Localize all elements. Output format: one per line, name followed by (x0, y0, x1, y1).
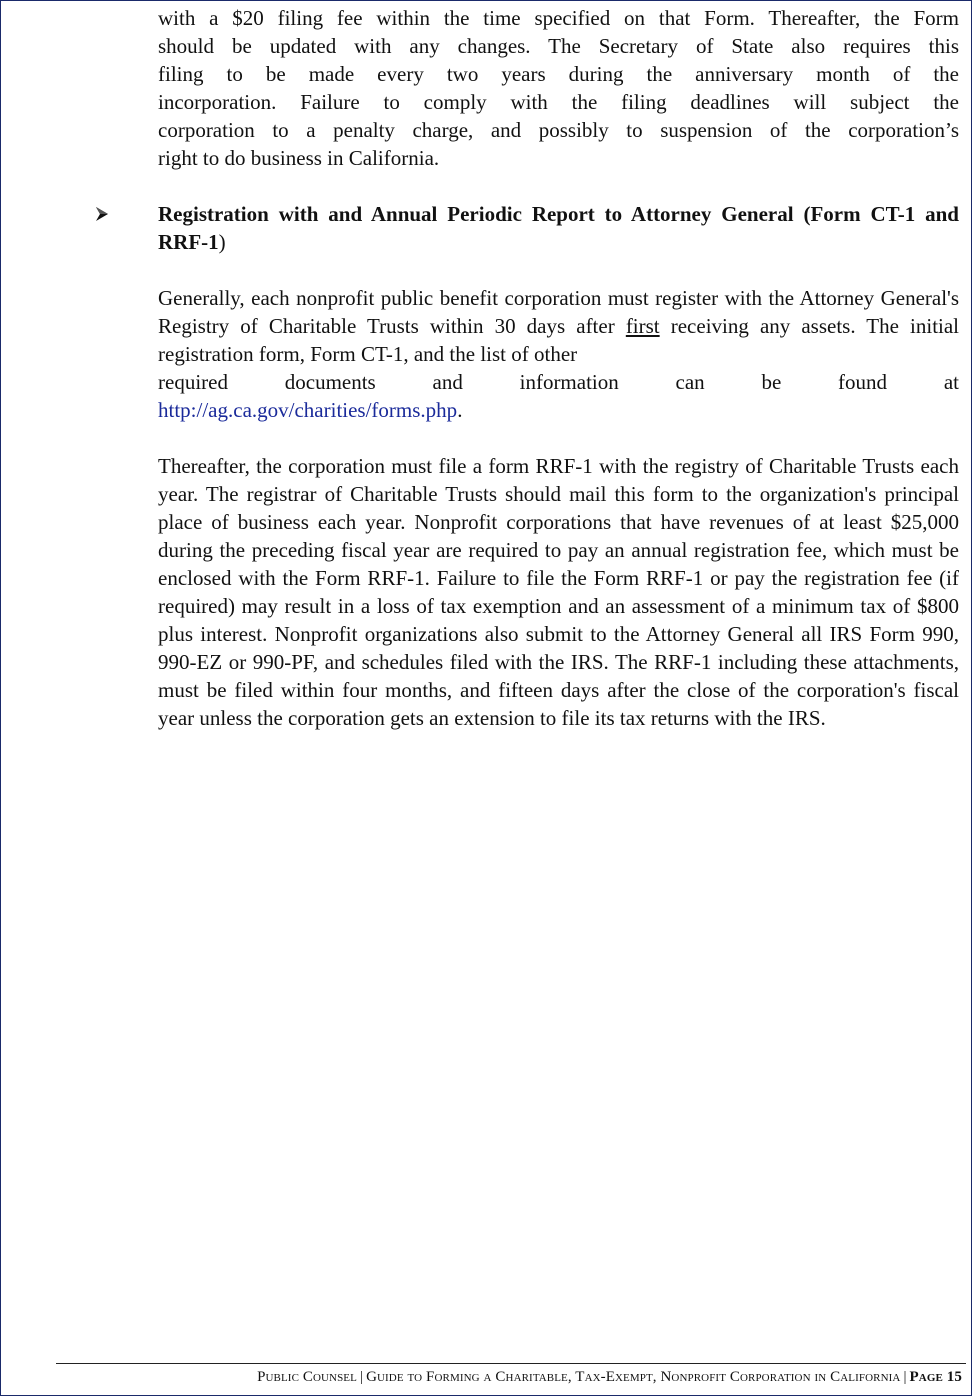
intro-line: corporation to a penalty charge, and possibly to suspension of the corporation’s (158, 118, 959, 142)
forms-link[interactable]: http://ag.ca.gov/charities/forms.php (158, 398, 458, 422)
intro-line: filing to be made every two years during the anniversary month of the (158, 62, 959, 86)
footer-separator: | (903, 1369, 907, 1385)
arrowhead-bullet-icon (94, 200, 112, 228)
section-heading-row (158, 200, 959, 256)
section-heading (158, 200, 959, 256)
intro-line: should be updated with any changes. The Secretary of State also requires this (158, 34, 959, 58)
spacer (158, 256, 959, 284)
footer-separator: | (359, 1369, 364, 1385)
footer-rule (56, 1363, 966, 1364)
spacer (158, 172, 959, 200)
document-body (158, 4, 959, 732)
intro-paragraph (158, 4, 959, 172)
intro-line: with a $20 filing fee within the time specified on that Form. Thereafter, the Form (158, 6, 959, 30)
registration-text-cont: receiving any assets. The initial registration form, Form CT-1, and the list of other (158, 314, 960, 366)
rrf1-paragraph: Thereafter, the corporation must file a form RRF-1 with the registry of Charitable Trusts each year. The registrar of Charitable Trusts should mail this form to the organization's principal place of business each year. Nonprofit corporations that have revenues of at least $25,000 during the preceding fiscal year are required to pay an annual registration fee, which must be enclosed with the Form RRF-1. Failure to file the Form RRF-1 or pay the registration fee (if required) may result in a loss of tax exemption and an assessment of a minimum tax of $800 plus interest. Nonprofit organizations also submit to the Attorney General all IRS Form 990, 990-EZ or 990-PF, and schedules filed with the IRS. The RRF-1 including these attachments, must be filed within four months, and fifteen days after the close of the corporation's fiscal year unless the corporation gets an extension to file its tax returns with the IRS. (158, 454, 959, 730)
footer-page-number: Page 15 (909, 1369, 962, 1385)
emphasis-first: first (625, 314, 660, 338)
registration-justified-line: required documents and information can be found at (158, 370, 959, 394)
forms-link-line (158, 396, 959, 424)
section-heading-text: Registration with and Annual Periodic Report to Attorney General (Form CT-1 and RRF-1 (158, 202, 959, 254)
registration-paragraph (158, 284, 959, 424)
spacer (158, 424, 959, 452)
intro-line: right to do business in California. (158, 146, 440, 170)
page-footer (257, 1366, 962, 1388)
intro-line: incorporation. Failure to comply with the filing deadlines will subject the (158, 90, 959, 114)
forms-link-suffix: . (457, 398, 463, 422)
registration-text: Generally, each nonprofit public benefit corporation must register with the Attorney General's Registry of Charitable Trusts within 30 days after (158, 286, 959, 338)
footer-guide-title: Guide to Forming a Charitable, Tax-Exempt, Nonprofit Corporation in California (366, 1369, 901, 1385)
footer-org: Public Counsel (257, 1369, 357, 1385)
section-heading-close: ) (218, 230, 226, 254)
